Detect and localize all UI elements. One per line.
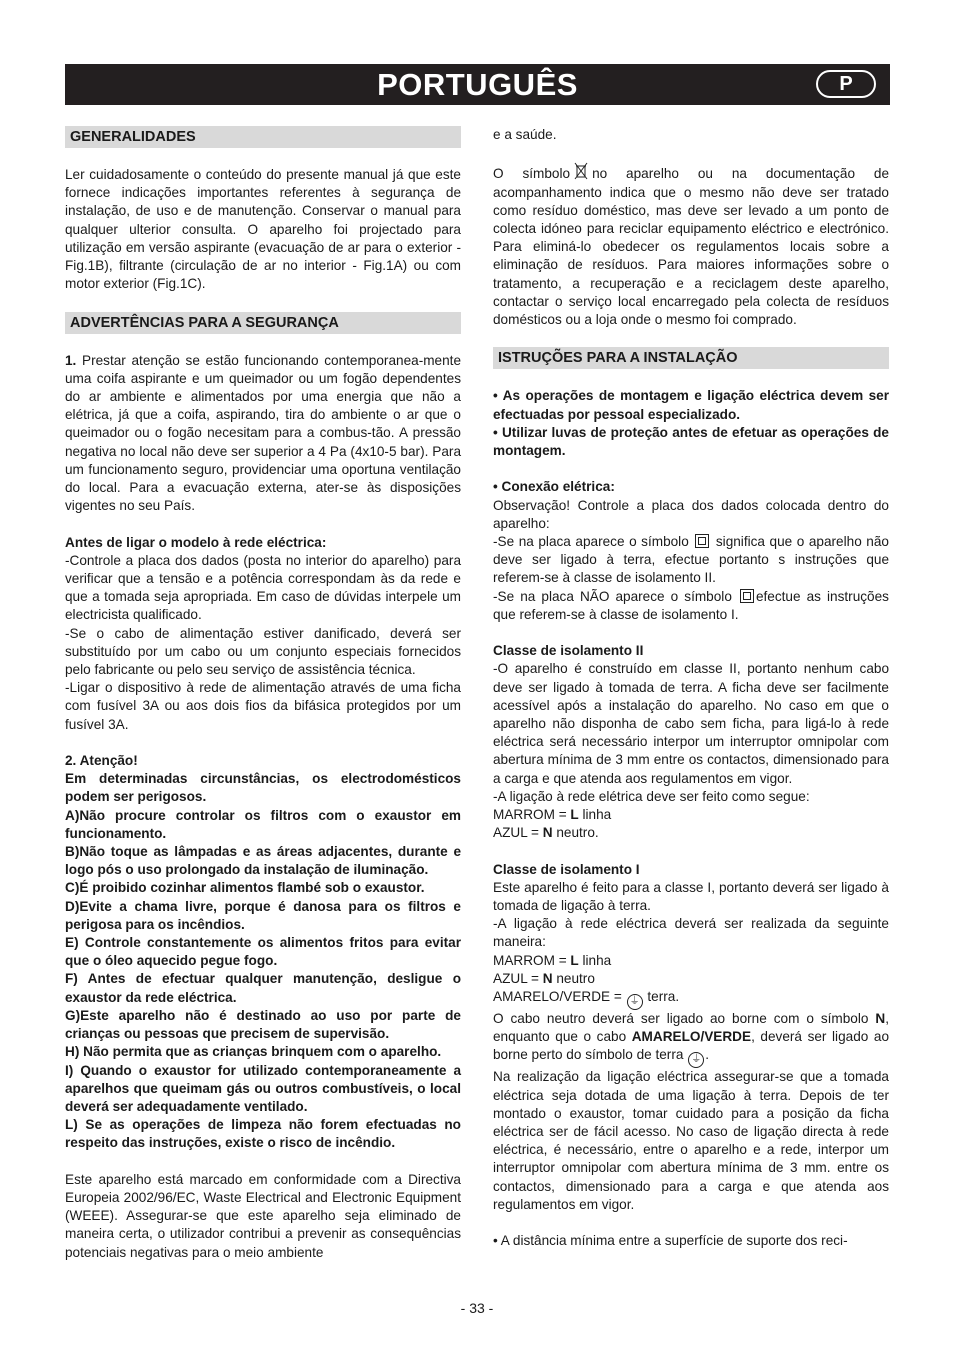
placa2-text-b: efectue as instruções que referem-se à classe de isolamento I. bbox=[493, 588, 889, 622]
double-square-icon bbox=[740, 589, 754, 603]
wire-code: L bbox=[570, 807, 579, 823]
placa1-text-b: significa que o aparelho não deve ser ligado à terra, efectue portanto s instruções que referem-se à classe de isolamento II. bbox=[493, 534, 889, 586]
symbol-text-a: O símbolo bbox=[493, 166, 571, 182]
warning-item: H) Não permita que as crianças brinquem com o aparelho. bbox=[65, 1044, 442, 1060]
antes-item-1: -Controle a placa dos dados (posta no interior do aparelho) para verificar que a tensão e a potência correspondam às da rede e que a tomada seja apropriada. Em caso de dúvidas interpele um electricista qualificado. bbox=[65, 552, 461, 623]
classe2-marrom bbox=[493, 806, 889, 824]
language-banner bbox=[65, 64, 890, 105]
classe1-marrom bbox=[493, 952, 889, 970]
safety-number: 1. bbox=[65, 352, 77, 368]
classe1-ligacao: -A ligação à rede eléctrica deverá ser realizada da seguinte maneira: bbox=[493, 916, 889, 950]
warning-item: Em determinadas circunstâncias, os electrodomésticos podem ser perigosos. bbox=[65, 771, 461, 805]
wire-code: N bbox=[542, 825, 553, 841]
continuation-text: e a saúde. bbox=[493, 127, 557, 142]
wire-desc: neutro bbox=[552, 970, 595, 986]
placa-item-2 bbox=[493, 588, 889, 624]
warning-item: E) Controle constantemente os alimentos fritos para evitar que o óleo aquecido pegue fogo. bbox=[65, 935, 461, 969]
conexao-text: Observação! Controle a placa dos dados colocada dentro do aparelho: bbox=[493, 497, 889, 531]
neutro-paragraph bbox=[493, 1010, 889, 1068]
wire-desc: linha bbox=[578, 952, 612, 968]
wire-label: MARROM = bbox=[493, 952, 571, 968]
warning-item: 2. Atenção! bbox=[65, 753, 138, 769]
language-badge: P bbox=[816, 70, 876, 98]
classe2-azul bbox=[493, 824, 889, 842]
page-title: PORTUGUÊS bbox=[377, 67, 578, 102]
realizacao-text: Na realização da ligação eléctrica assegurar-se que a tomada eléctrica seja dotada de uma ligação à terra. Depois de ter montado o exaustor, tomar cuidado para a posição da ficha eléctrica ser de fácil acesso. No caso de ligação directa à rede eléctrica, é necessário, entre o aparelho e a rede, interpor um interruptor omnipolar com abertura mínima de 3 mm. entre os contactos, dimensionado para a carga e que atenda aos regulamentos em vigor. bbox=[493, 1069, 889, 1212]
wire-desc: terra. bbox=[643, 989, 680, 1005]
warning-item: L) Se as operações de limpeza não forem efectuadas no respeito das instruções, existe o risco de incêndio. bbox=[65, 1117, 461, 1151]
section-heading-generalidades: GENERALIDADES bbox=[65, 126, 461, 148]
right-column bbox=[493, 126, 889, 1250]
antes-heading: Antes de ligar o modelo à rede eléctrica: bbox=[65, 534, 327, 550]
safety-text-1: Prestar atenção se estão funcionando contemporanea-mente uma coifa aspirante e um queimador ou um fogão dependentes do ar ambiente e alimentados por uma energia que não a elétrica, já que a coifa, aspirando, tira do ambiente o ar que o queimador ou o fogão necesitam para a combus-tão. A pressão negativa no local não deve ser superior a 4 Pa (4x10-5 bar). Para um funcionamento seguro, providenciar uma oportuna ventilação do local. Para a evacuação externa, ater-se às disposições vigentes no seu País. bbox=[65, 352, 461, 514]
warning-item: D)Evite a chama livre, porque é danosa para os filtros e perigosa para os incêndios. bbox=[65, 898, 461, 932]
classe1-amarelo bbox=[493, 988, 889, 1010]
neutro-text-f: . bbox=[705, 1047, 709, 1063]
wire-label: MARROM = bbox=[493, 807, 571, 823]
wire-code: N bbox=[542, 970, 553, 986]
double-square-icon bbox=[695, 534, 709, 548]
generalidades-text: Ler cuidadosamente o conteúdo do presente manual já que este fornece indicações importantes referentes à segurança de instalação, de uso e de manutenção. Conservar o manual para qualquer ulterior consulta. O aparelho foi projectado para utilização em versão aspirante (evacuação de ar para o exterior - Fig.1B), filtrante (circulação de ar no interior - Fig.1A) ou com motor exterior (Fig.1C). bbox=[65, 167, 461, 292]
neutro-text-d: AMARELO/VERDE bbox=[631, 1029, 752, 1045]
warning-item: I) Quando o exaustor for utilizado contemporaneamente a aparelhos que queimam gás ou outros combustíveis, o local deverá ser adequadamente ventilado. bbox=[65, 1062, 461, 1114]
safety-paragraph-1 bbox=[65, 352, 461, 516]
classe1-heading: Classe de isolamento I bbox=[493, 861, 640, 877]
warning-item: C)É proibido cozinhar alimentos flambé sob o exaustor. bbox=[65, 880, 425, 896]
warning-item: G)Este aparelho não é destinado ao uso por parte de crianças ou pessoas que precisem de supervisão. bbox=[65, 1007, 461, 1042]
section-heading-seguranca: ADVERTÊNCIAS PARA A SEGURANÇA bbox=[65, 312, 461, 334]
neutro-text-b: N bbox=[875, 1011, 886, 1027]
classe2-text: -O aparelho é construído em classe II, portanto nenhum cabo deve ser ligado à tomada de terra. A ficha deve ser facilmente acessível após a instalação do aparelho. No caso em que o aparelho não disponha de cabo sem ficha, para ligá-lo à rede eléctrica será necessário interpor um interruptor omnipolar com abertura mínima de 3 mm entre os contactos, dimensionado para a carga e que atenda aos regulamentos em vigor. bbox=[493, 661, 889, 786]
neutro-text-a: O cabo neutro deverá ser ligado ao borne com o símbolo bbox=[493, 1011, 876, 1027]
placa-item-1 bbox=[493, 533, 889, 588]
warning-item: F) Antes de efectuar qualquer manutenção, desligue o exaustor da rede eléctrica. bbox=[65, 971, 461, 1005]
wire-label: AZUL = bbox=[493, 970, 543, 986]
neutro-text-e: , deverá ser ligado ao borne perto do símbolo de terra bbox=[493, 1029, 890, 1063]
wire-code: L bbox=[570, 952, 579, 968]
wire-label: AMARELO/VERDE = bbox=[493, 989, 626, 1005]
wire-label: AZUL = bbox=[493, 825, 543, 841]
placa2-text-a: -Se na placa NÃO aparece o símbolo bbox=[493, 588, 732, 604]
weee-text: Este aparelho está marcado em conformidade com a Directiva Europeia 2002/96/EC, Waste Electrical and Electronic Equipment (WEEE). Assegurar-se que este aparelho seja eliminado de maneira certa, o utilizador contribui a prevenir as consequências potenciais negativas para o meio ambiente bbox=[65, 1171, 461, 1260]
wire-desc: neutro. bbox=[552, 825, 599, 841]
section-heading-instalacao: ISTRUÇÕES PARA A INSTALAÇÃO bbox=[493, 347, 889, 369]
weee-symbol-paragraph bbox=[493, 162, 889, 329]
distancia-text: • A distância mínima entre a superfície de suporte dos reci- bbox=[493, 1233, 848, 1249]
warning-item: A)Não procure controlar os filtros com o exaustor em funcionamento. bbox=[65, 807, 461, 841]
placa1-text-a: -Se na placa aparece o símbolo bbox=[493, 534, 689, 550]
classe2-heading: Classe de isolamento II bbox=[493, 643, 644, 659]
left-column bbox=[65, 126, 461, 1262]
classe1-azul bbox=[493, 970, 889, 988]
page-number: - 33 - bbox=[460, 1300, 494, 1316]
antes-item-3: -Ligar o dispositivo à rede de alimentação através de uma ficha com fusível 3A ou aos dois fios da bifásica protegidos por um fusível 3A. bbox=[65, 680, 461, 732]
install-bullet-2: • Utilizar luvas de proteção antes de efetuar as operações de montagem. bbox=[493, 424, 889, 459]
conexao-heading: • Conexão elétrica: bbox=[493, 479, 615, 495]
warning-item: B)Não toque as lâmpadas e as áreas adjacentes, durante e logo pós o uso prolongado da instalação de iluminação. bbox=[65, 844, 461, 878]
wire-desc: linha bbox=[578, 807, 612, 823]
neutro-text-c: , enquanto que o cabo bbox=[493, 1011, 889, 1045]
classe1-text: Este aparelho é feito para a classe I, portanto deverá ser ligado à tomada de ligação à terra. bbox=[493, 879, 889, 914]
ground-icon: ⏚ bbox=[688, 1052, 704, 1068]
ground-icon: ⏚ bbox=[627, 994, 643, 1010]
classe2-ligacao: -A ligação à rede elétrica deve ser feito como segue: bbox=[493, 788, 810, 804]
crossed-bin-icon bbox=[574, 162, 588, 180]
antes-item-2: -Se o cabo de alimentação estiver danificado, deverá ser substituído por um cabo ou um conjunto especiais fornecidos pelo fabricante ou pelo seu serviço de assistência técnica. bbox=[65, 625, 461, 678]
install-bullet-1: • As operações de montagem e ligação eléctrica devem ser efectuadas por pessoal especializado. bbox=[493, 388, 889, 422]
symbol-text-b: no aparelho ou na documentação de acompanhamento indica que o mesmo não deve ser tratado como resíduo doméstico, mas deve ser levado a um ponto de colecta idóneo para reciclar equipamento eléctrico e electrónico. Para eliminá-lo obedecer os regulamentos locais sobre a eliminação de resíduos. Para maiores informações sobre o tratamento, a recuperação e a reciclagem deste aparelho, contactar o serviço local encarregado pela colecta de resíduos domésticos ou a loja onde o mesmo foi comprado. bbox=[493, 166, 890, 328]
